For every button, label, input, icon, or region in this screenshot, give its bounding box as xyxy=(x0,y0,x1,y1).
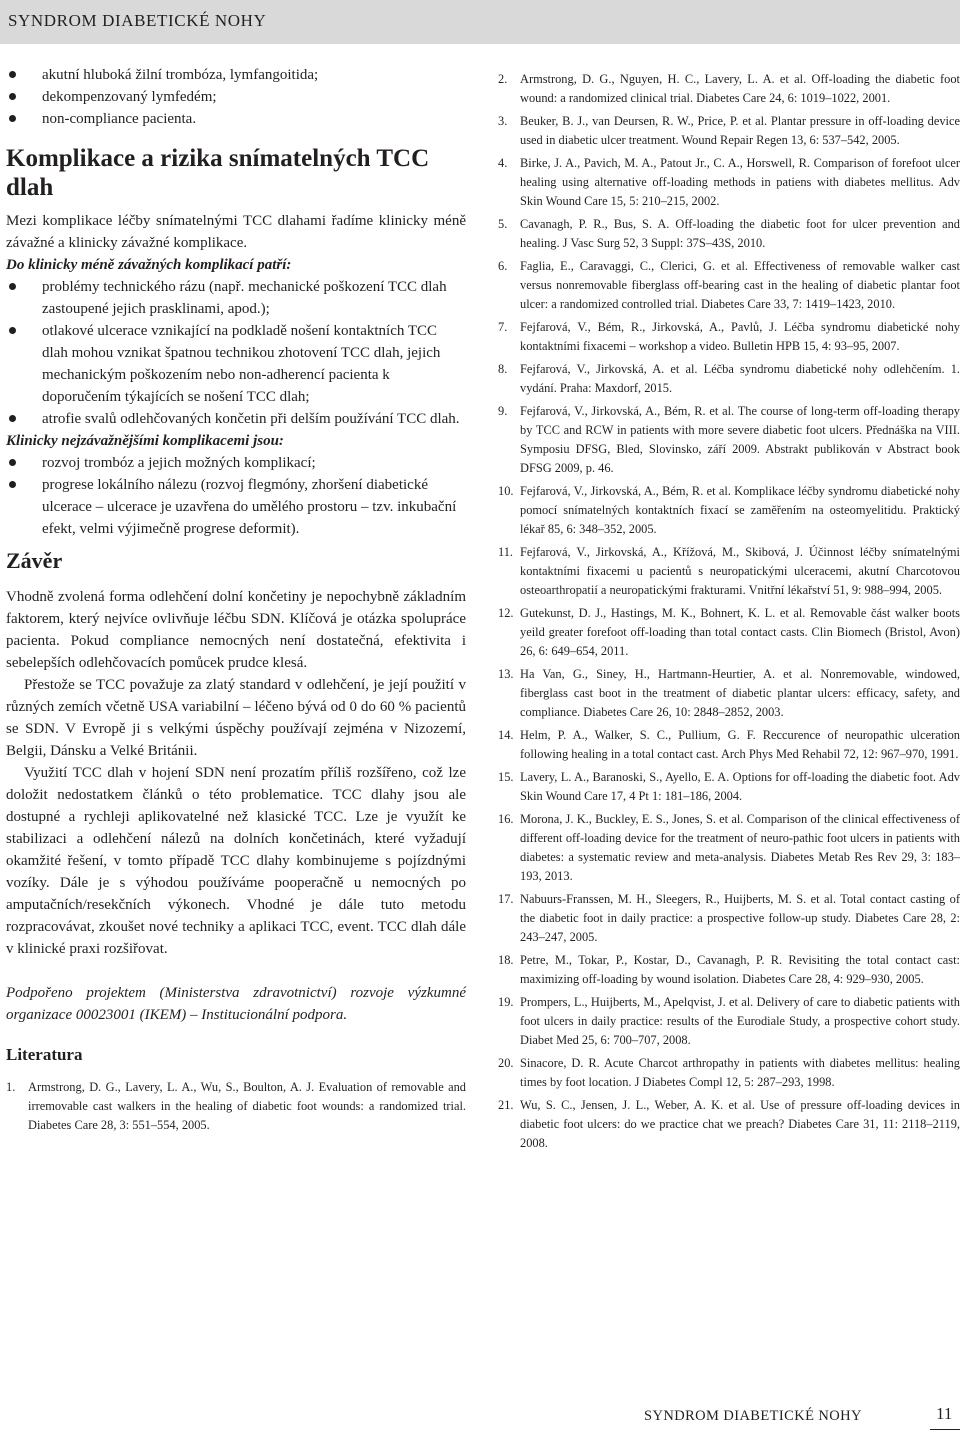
list-item: rozvoj trombóz a jejich možných komplikací; xyxy=(6,452,466,474)
reference-number: 11. xyxy=(498,545,514,559)
reference-text: Sinacore, D. R. Acute Charcot arthropathy in patients with diabetes mellitus: healing times by foot location. J Diabetes Compl 12, 5: 287–293, 1998. xyxy=(520,1056,960,1089)
reference-number: 10. xyxy=(498,484,514,498)
right-column xyxy=(498,70,960,1157)
paragraph: Přestože se TCC považuje za zlatý standard v odlehčení, je její použití v různých zemích včetně USA variabilní – léčeno bývá od 0 do 60 % pacientů se SDN. V Evropě ji s velkými úspěchy používají zejména v Nizozemí, Belgii, Dánsku a Velké Británii. xyxy=(6,677,466,759)
reference-text: Fejfarová, V., Jirkovská, A., Křížová, M., Skibová, J. Účinnost léčby snímatelnými kontaktními fixacemi u pacientů s neuropatickými ulceracemi, akutní Charcotovou osteoarthropatií a neuropatickými frakturami. Vnitřní lékařství 51, 9: 988–994, 2005. xyxy=(520,545,960,597)
list-item: otlakové ulcerace vznikající na podkladě nošení kontaktních TCC dlah mohou vznikat špatnou technikou zhotovení TCC dlah, jejich mechanickým poškozením nebo non-adherencí pacienta k doporučením týkajících se nošení TCC dlah; xyxy=(6,320,466,408)
reference-text: Fejfarová, V., Jirkovská, A., Bém, R. et al. The course of long-term off-loading therapy by TCC and RCW in patients with more severe diabetic foot ulcers. Přednáška na VIII. Symposiu DFSG, Bled, Slovinsko, září 2009. Abstrakt publikován v Abstract book DFSG 2009, p. 46. xyxy=(520,404,960,475)
paragraph: Mezi komplikace léčby snímatelnými TCC dlahami řadíme klinicky méně závažné a klinicky závažné komplikace. xyxy=(6,213,466,251)
reference-text: Prompers, L., Huijberts, M., Apelqvist, J. et al. Delivery of care to diabetic patients with foot ulcers in daily practice: results of the Eurodiale Study, a prospective cohort study. Diabet Med 25, 6: 700–707, 2008. xyxy=(520,995,960,1047)
reference-item xyxy=(498,318,960,356)
reference-number: 1. xyxy=(6,1080,16,1094)
reference-text: Gutekunst, D. J., Hastings, M. K., Bohnert, K. L. et al. Removable část walker boots yeild greater forefoot off-loading than total contact casts. Clin Biomech (Bristol, Avon) 26, 6: 649–654, 2011. xyxy=(520,606,960,658)
reference-text: Helm, P. A., Walker, S. C., Pullium, G. F. Reccurence of neuropathic ulceration following healing in a total contact cast. Arch Phys Med Rehabil 72, 12: 967–970, 1991. xyxy=(520,728,960,761)
reference-number: 20. xyxy=(498,1056,514,1070)
reference-number: 9. xyxy=(498,404,508,418)
paragraph: Využití TCC dlah v hojení SDN není prozatím příliš rozšířeno, což lze doložit nedostatkem článků o této problematice. TCC dlahy jsou ale dostupné a rychleji aplikovatelné než klasické TCC. Lze je využít ke stabilizaci a odlehčení nálezů na dolních končetinách, které vyžadují okamžité řešení, v tomto případě TCC dlahy kombinujeme s pojízdnými vozíky. Dále je s výhodou používáme pooperačně u nemocných po amputačních/resekčních výkonech. Vhodné je dále tuto metodu rozpracovávat, zkoušet nové techniky a aplikaci TCC, event. TCC dlah dále v klinické praxi rozšiřovat. xyxy=(6,765,466,957)
reference-item xyxy=(498,890,960,947)
running-footer-title: SYNDROM DIABETICKÉ NOHY xyxy=(644,1408,862,1424)
left-column xyxy=(6,64,466,1139)
list-item: atrofie svalů odlehčovaných končetin při delším používání TCC dlah. xyxy=(6,408,466,430)
section-heading-literature: Literatura xyxy=(6,1045,83,1064)
reference-item xyxy=(498,993,960,1050)
reference-text: Faglia, E., Caravaggi, C., Clerici, G. et al. Effectiveness of removable walker cast versus nonremovable fiberglass off-bearing cast in the healing of diabetic plantar foot ulcer: a randomized controlled trial. Diabetes Care 33, 7: 1419–1423, 2010. xyxy=(520,259,960,311)
reference-number: 15. xyxy=(498,770,514,784)
reference-text: Morona, J. K., Buckley, E. S., Jones, S. et al. Comparison of the clinical effectiveness of different off-loading device for the treatment of neuro-pathic foot ulcers in patients with diabetes: a systematic review and meta-analysis. Diabetes Metab Res Rev 29, 3: 183–193, 2013. xyxy=(520,812,960,883)
reference-item xyxy=(498,360,960,398)
reference-item xyxy=(498,604,960,661)
reference-text: Lavery, L. A., Baranoski, S., Ayello, E. A. Options for off-loading the diabetic foot. Adv Skin Wound Care 17, 4 Pt 1: 181–186, 2004. xyxy=(520,770,960,803)
reference-item xyxy=(498,215,960,253)
reference-item xyxy=(498,543,960,600)
reference-item xyxy=(498,482,960,539)
reference-text: Beuker, B. J., van Deursen, R. W., Price, P. et al. Plantar pressure in off-loading device used in diabetic ulcer treatment. Wound Repair Regen 13, 6: 537–542, 2005. xyxy=(520,114,960,147)
reference-number: 18. xyxy=(498,953,514,967)
funding-note: Podpořeno projektem (Ministerstva zdravotnictví) rozvoje výzkumné organizace 00023001 (IKEM) – Institucionální podpora. xyxy=(6,985,466,1023)
reference-text: Ha Van, G., Siney, H., Hartmann-Heurtier, A. et al. Nonremovable, windowed, fiberglass cast boot in the treatment of diabetic plantar ulcers: efficacy, safety, and compliance. Diabetes Care 26, 10: 2848–2852, 2003. xyxy=(520,667,960,719)
reference-item xyxy=(498,951,960,989)
reference-item xyxy=(6,1078,466,1135)
reference-number: 4. xyxy=(498,156,508,170)
list-item: progrese lokálního nálezu (rozvoj flegmóny, zhoršení diabetické ulcerace – ulcerace je uzavřena do umělého prostoru – tzv. inkubační efekt, velmi výjimečně progrese deformit). xyxy=(6,474,466,540)
minor-complications-list xyxy=(6,276,466,430)
reference-item xyxy=(498,1096,960,1153)
page-number: 11 xyxy=(936,1404,953,1423)
list-item: dekompenzovaný lymfedém; xyxy=(6,86,466,108)
reference-number: 16. xyxy=(498,812,514,826)
reference-number: 17. xyxy=(498,892,514,906)
reference-item xyxy=(498,402,960,478)
reference-item xyxy=(498,810,960,886)
reference-text: Petre, M., Tokar, P., Kostar, D., Cavanagh, P. R. Revisiting the total contact cast: maximizing off-loading by wound isolation. Diabetes Care 28, 4: 929–930, 2005. xyxy=(520,953,960,986)
reference-number: 5. xyxy=(498,217,508,231)
reference-item xyxy=(498,726,960,764)
reference-item xyxy=(498,665,960,722)
major-complications-list xyxy=(6,452,466,540)
reference-number: 6. xyxy=(498,259,508,273)
list-item: non-compliance pacienta. xyxy=(6,108,466,130)
reference-text: Fejfarová, V., Jirkovská, A., Bém, R. et al. Komplikace léčby syndromu diabetické nohy pomocí snímatelných kontaktních fixací se zaměřením na osteomyelitidu. Praktický lékař 85, 6: 348–352, 2005. xyxy=(520,484,960,536)
reference-number: 19. xyxy=(498,995,514,1009)
reference-text: Fejfarová, V., Jirkovská, A. et al. Léčba syndromu diabetické nohy odlehčením. 1. vydání. Praha: Maxdorf, 2015. xyxy=(520,362,960,395)
subheading-major-complications: Klinicky nejzávažnějšími komplikacemi jsou: xyxy=(6,433,284,449)
section-heading-complications: Komplikace a rizika snímatelných TCC dlah xyxy=(6,145,430,201)
reference-text: Birke, J. A., Pavich, M. A., Patout Jr., C. A., Horswell, R. Comparison of forefoot ulcer healing using alternative off-loading methods in patiens with diabetes mellitus. Adv Skin Wound Care 15, 5: 210–215, 2002. xyxy=(520,156,960,208)
reference-number: 21. xyxy=(498,1098,514,1112)
reference-number: 14. xyxy=(498,728,514,742)
reference-item xyxy=(498,257,960,314)
reference-number: 2. xyxy=(498,72,508,86)
running-header-title: SYNDROM DIABETICKÉ NOHY xyxy=(8,11,267,30)
reference-text: Fejfarová, V., Bém, R., Jirkovská, A., Pavlů, J. Léčba syndromu diabetické nohy kontaktními fixacemi – workshop a video. Bulletin HPB 15, 4: 93–95, 2007. xyxy=(520,320,960,353)
reference-text: Wu, S. C., Jensen, J. L., Weber, A. K. et al. Use of pressure off-loading devices in diabetic foot ulcers: do we practice chat we preach? Diabetes Care 31, 11: 2118–2119, 2008. xyxy=(520,1098,960,1150)
reference-number: 3. xyxy=(498,114,508,128)
reference-text: Cavanagh, P. R., Bus, S. A. Off-loading the diabetic foot for ulcer prevention and healing. J Vasc Surg 52, 3 Suppl: 37S–43S, 2010. xyxy=(520,217,960,250)
reference-number: 7. xyxy=(498,320,508,334)
reference-text: Nabuurs-Franssen, M. H., Sleegers, R., Huijberts, M. S. et al. Total contact casting of the diabetic foot in daily practice: a prospective follow-up study. Diabetes Care 28, 2: 243–247, 2005. xyxy=(520,892,960,944)
reference-list-left xyxy=(6,1078,466,1135)
section-heading-conclusion: Závěr xyxy=(6,548,63,573)
paragraph: Vhodně zvolená forma odlehčení dolní končetiny je nepochybně základním faktorem, který nejvíce ovlivňuje léčbu SDN. Klíčová je otázka spolupráce pacienta. Pokud compliance nemocných není dostatečná, efektivita i sebelepších odlehčovacích pomůcek prudce klesá. xyxy=(6,589,466,671)
reference-list-right xyxy=(498,70,960,1153)
reference-number: 8. xyxy=(498,362,508,376)
list-item: akutní hluboká žilní trombóza, lymfangoitida; xyxy=(6,64,466,86)
running-header xyxy=(0,0,960,44)
list-item: problémy technického rázu (např. mechanické poškození TCC dlah zastoupené jejich prasklinami, apod.); xyxy=(6,276,466,320)
page-number-rule xyxy=(930,1429,960,1451)
subheading-minor-complications: Do klinicky méně závažných komplikací patří: xyxy=(6,257,292,273)
reference-item xyxy=(498,70,960,108)
reference-number: 12. xyxy=(498,606,514,620)
reference-number: 13. xyxy=(498,667,514,681)
reference-item xyxy=(498,154,960,211)
contraindication-list xyxy=(6,64,466,130)
reference-item xyxy=(498,112,960,150)
reference-item xyxy=(498,1054,960,1092)
reference-text: Armstrong, D. G., Nguyen, H. C., Lavery, L. A. et al. Off-loading the diabetic foot wound: a randomized clinical trial. Diabetes Care 24, 6: 1019–1022, 2001. xyxy=(520,72,960,105)
reference-item xyxy=(498,768,960,806)
reference-text: Armstrong, D. G., Lavery, L. A., Wu, S., Boulton, A. J. Evaluation of removable and irremovable cast walkers in the healing of diabetic foot wounds: a randomized trial. Diabetes Care 28, 3: 551–554, 2005. xyxy=(28,1080,466,1132)
